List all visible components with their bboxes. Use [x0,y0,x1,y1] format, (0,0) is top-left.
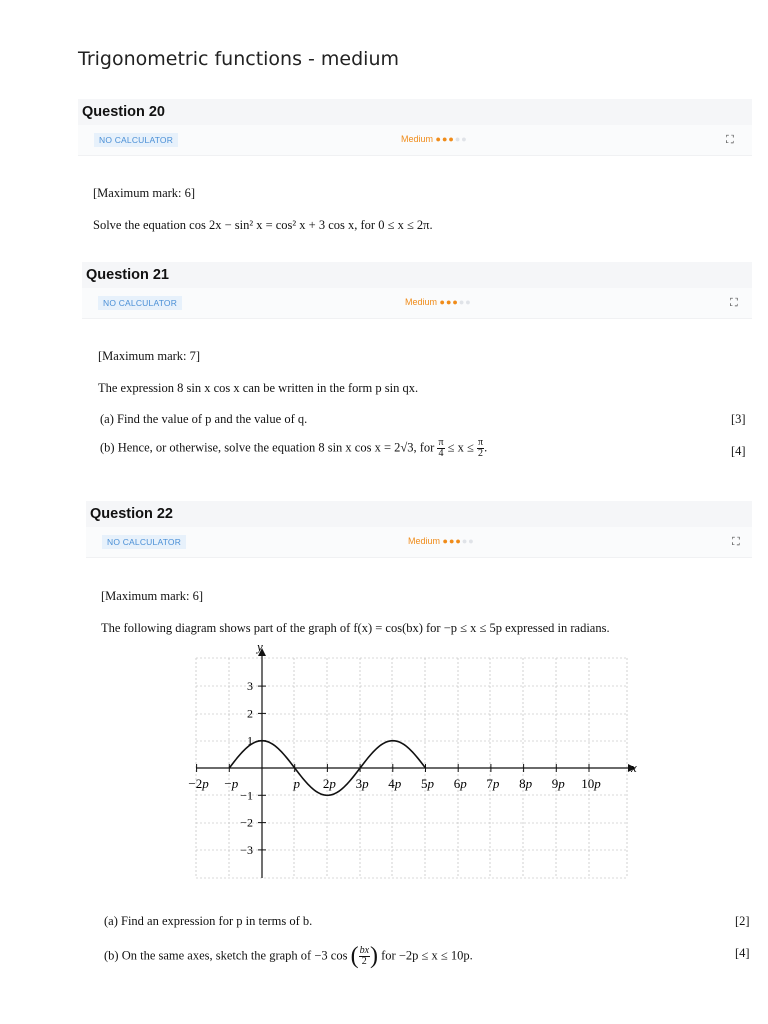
part-b-mid: ≤ x ≤ [447,440,474,455]
part-b-mark: [4] [731,444,746,458]
question-heading: Question 21 [82,262,752,288]
question-text: Solve the equation cos 2x − sin² x = cos² x + 3 cos x, for 0 ≤ x ≤ 2π. [93,218,433,232]
part-a-mark: [2] [735,914,750,928]
x-tick-label: 8p [519,776,533,791]
x-tick-label: 10p [581,776,601,791]
y-tick-label: 1 [247,733,253,748]
question-intro: The following diagram shows part of the graph of f(x) = cos(bx) for −p ≤ x ≤ 5p expressed in radians. [101,621,610,635]
no-calculator-badge: NO CALCULATOR [94,133,178,147]
question-toolbar [86,527,752,558]
x-tick-label: −p [224,776,239,791]
x-tick-label: 5p [421,776,434,791]
y-tick-label: −1 [240,788,253,803]
x-tick-label: 9p [551,776,565,791]
question-toolbar [82,288,752,319]
question-intro: The expression 8 sin x cos x can be written in the form p sin qx. [98,381,419,395]
part-b-prefix: (b) Hence, or otherwise, solve the equation 8 sin x cos x = 2√3, for [100,440,435,455]
x-tick-label: 3p [355,776,369,791]
expand-icon[interactable]: ⛶ [726,133,734,146]
question-20 [78,99,752,156]
y-tick-label: 3 [247,679,253,694]
fraction-bx-over-2: $\frac{bx}{2}$ [359,945,370,967]
difficulty-label: Medium [408,536,441,546]
fraction-pi-over-4: $\frac{\pi}{4}$ [438,437,444,459]
x-tick-label: −2p [188,776,209,791]
difficulty-indicator [401,134,468,144]
y-tick-label: −2 [240,815,253,830]
x-tick-label: 2p [322,776,336,791]
page-title: Trigonometric functions - medium [78,48,400,70]
x-tick-label: p [293,776,300,791]
part-b-suffix: for −2p ≤ x ≤ 10p. [381,948,473,963]
question-21 [82,262,752,319]
difficulty-dots: ●●●●● [435,134,468,144]
part-a-mark: [3] [731,412,746,426]
part-b: (b) Hence, or otherwise, solve the equation 8 sin x cos x = 2√3, for $\frac{\pi}{4}$ ≤ x ≤ $\frac{\pi}{2}$ . [100,437,488,459]
difficulty-indicator [408,536,475,546]
max-mark: [Maximum mark: 6] [93,186,196,200]
question-toolbar [78,125,752,156]
x-tick-label: 4p [388,776,402,791]
y-axis-label: y [257,639,263,654]
y-tick-label: 2 [247,706,253,721]
question-heading: Question 22 [86,501,752,527]
max-mark: [Maximum mark: 6] [101,589,204,603]
x-tick-label: 7p [486,776,500,791]
difficulty-label: Medium [401,134,434,144]
difficulty-dots: ●●●●● [442,536,475,546]
part-b-prefix: (b) On the same axes, sketch the graph of −3 cos [104,948,348,963]
part-a: (a) Find an expression for p in terms of b. [104,914,313,928]
x-axis-label: x [631,760,637,775]
difficulty-dots: ●●●●● [439,297,472,307]
expand-icon[interactable]: ⛶ [732,535,740,548]
part-b-mark: [4] [735,946,750,960]
part-b: (b) On the same axes, sketch the graph of −3 cos ( $\frac{bx}{2}$ ) for −2p ≤ x ≤ 10p. [104,943,473,969]
y-tick-label: −3 [240,842,253,857]
max-mark: [Maximum mark: 7] [98,349,201,363]
part-a: (a) Find the value of p and the value of q. [100,412,308,426]
no-calculator-badge: NO CALCULATOR [102,535,186,549]
question-22 [86,501,752,558]
no-calculator-badge: NO CALCULATOR [98,296,182,310]
difficulty-label: Medium [405,297,438,307]
expand-icon[interactable]: ⛶ [730,296,738,309]
question-heading: Question 20 [78,99,752,125]
fraction-pi-over-2: $\frac{\pi}{2}$ [478,437,484,459]
x-tick-label: 6p [453,776,467,791]
difficulty-indicator [405,297,472,307]
cosine-graph [180,638,640,888]
